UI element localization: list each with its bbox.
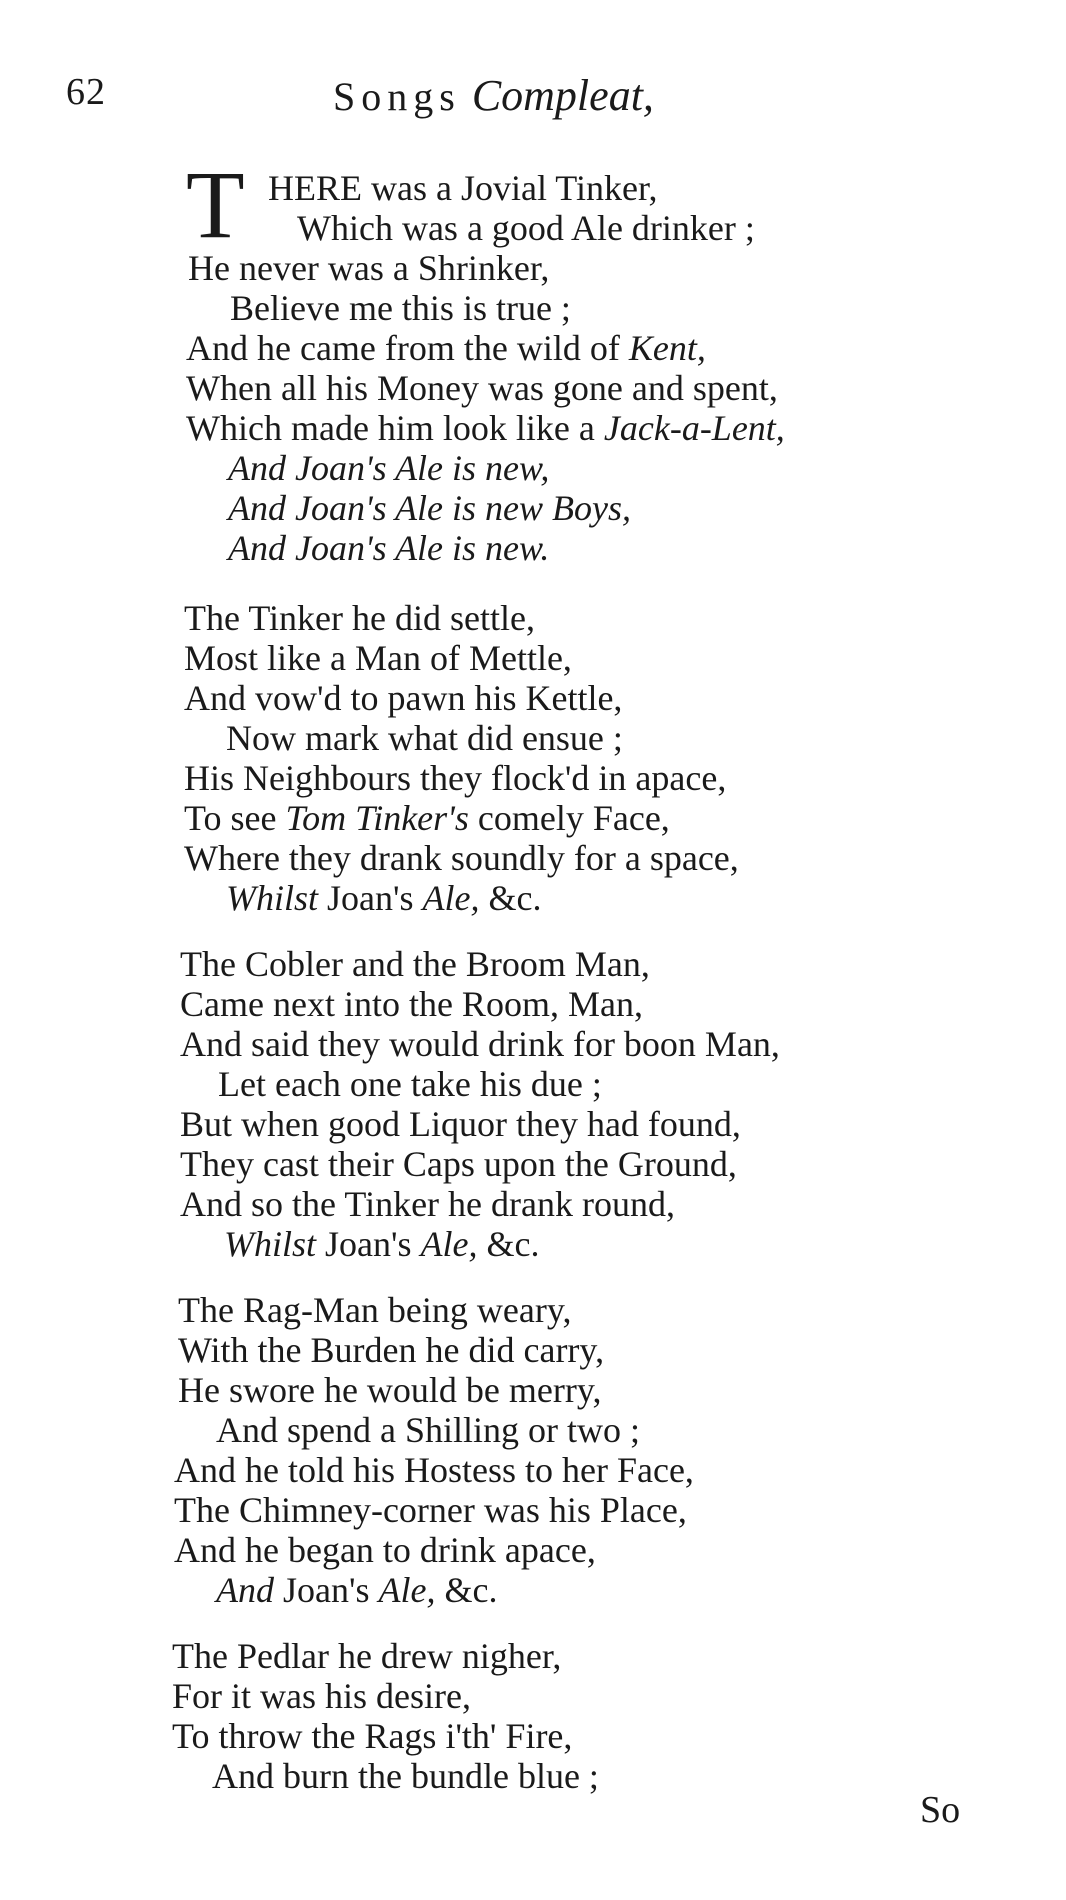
verse-line: When all his Money was gone and spent,: [186, 368, 778, 408]
verse-line: Which was a good Ale drinker ;: [297, 208, 755, 248]
verse-line: Most like a Man of Mettle,: [184, 638, 572, 678]
verse-line: With the Burden he did carry,: [178, 1330, 605, 1370]
verse-line: Believe me this is true ;: [230, 288, 571, 328]
catchword: So: [920, 1789, 961, 1831]
verse-line: And he told his Hostess to her Face,: [174, 1450, 694, 1490]
verse-line: And spend a Shilling or two ;: [216, 1410, 640, 1450]
verse-line: The Cobler and the Broom Man,: [180, 944, 650, 984]
verse-line: To throw the Rags i'th' Fire,: [172, 1716, 573, 1756]
running-head-small-caps: Songs: [333, 74, 461, 119]
verse-line: The Rag-Man being weary,: [178, 1290, 572, 1330]
verse-line: They cast their Caps upon the Ground,: [180, 1144, 737, 1184]
refrain-line: Whilst Joan's Ale, &c.: [226, 878, 542, 918]
page-number: 62: [66, 71, 106, 113]
verse-line: The Pedlar he drew nigher,: [172, 1636, 562, 1676]
verse-line: The Chimney-corner was his Place,: [174, 1490, 687, 1530]
verse-line: HERE was a Jovial Tinker,: [268, 168, 658, 208]
refrain-line: Whilst Joan's Ale, &c.: [224, 1224, 540, 1264]
verse-line: And he came from the wild of Kent,: [186, 328, 706, 368]
verse-line: And he began to drink apace,: [174, 1530, 596, 1570]
verse-line: For it was his desire,: [172, 1676, 471, 1716]
verse-line: And so the Tinker he drank round,: [180, 1184, 675, 1224]
verse-line: Let each one take his due ;: [218, 1064, 602, 1104]
verse-line: But when good Liquor they had found,: [180, 1104, 741, 1144]
refrain-line: And Joan's Ale is new Boys,: [228, 488, 631, 528]
verse-line: Which made him look like a Jack-a-Lent,: [186, 408, 785, 448]
verse-line: He never was a Shrinker,: [188, 248, 550, 288]
refrain-line: And Joan's Ale, &c.: [216, 1570, 498, 1610]
refrain-line: And Joan's Ale is new.: [228, 528, 550, 568]
verse-line: The Tinker he did settle,: [184, 598, 535, 638]
verse-line: And said they would drink for boon Man,: [180, 1024, 780, 1064]
verse-line: Now mark what did ensue ;: [226, 718, 623, 758]
drop-cap: T: [186, 151, 245, 258]
verse-line: Came next into the Room, Man,: [180, 984, 643, 1024]
verse-line: And burn the bundle blue ;: [212, 1756, 599, 1796]
verse-line: Where they drank soundly for a space,: [184, 838, 739, 878]
verse-line: And vow'd to pawn his Kettle,: [184, 678, 623, 718]
refrain-line: And Joan's Ale is new,: [228, 448, 550, 488]
running-head-italic: Compleat,: [471, 71, 654, 120]
running-head: [333, 70, 654, 121]
verse-line: He swore he would be merry,: [178, 1370, 602, 1410]
verse-line: To see Tom Tinker's comely Face,: [184, 798, 670, 838]
verse-line: His Neighbours they flock'd in apace,: [184, 758, 727, 798]
